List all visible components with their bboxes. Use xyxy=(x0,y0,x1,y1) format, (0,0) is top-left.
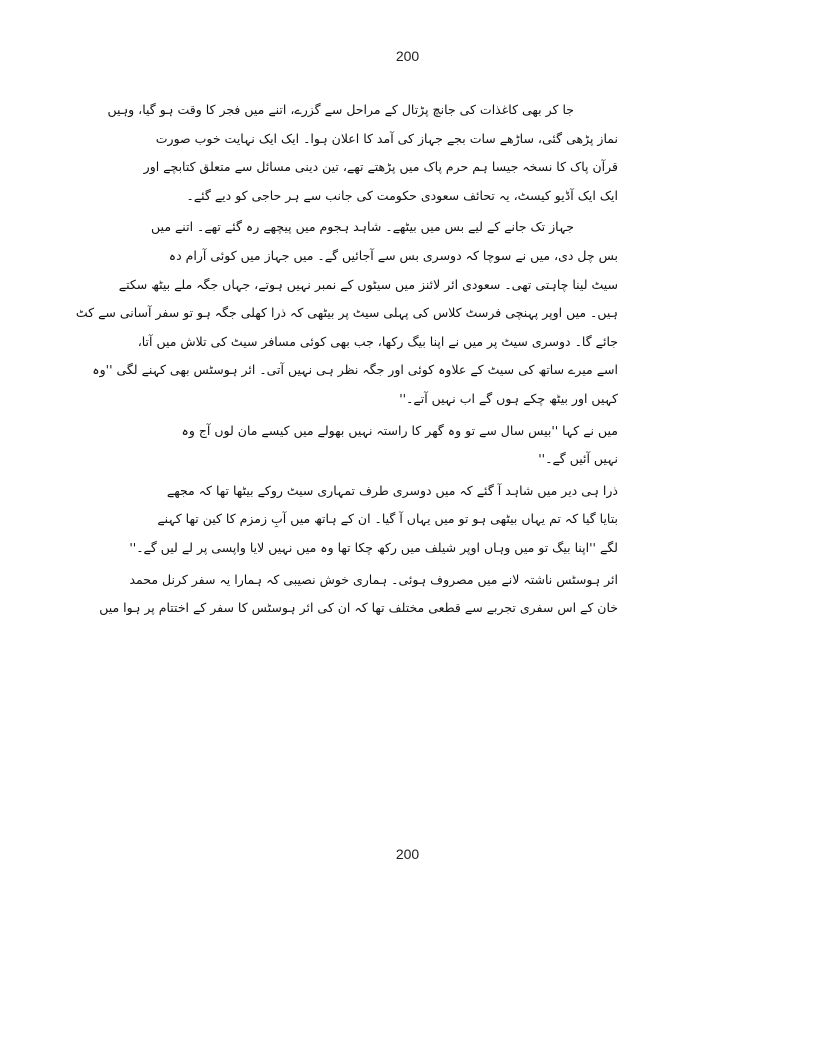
text-line: قرآن پاک کا نسخہ جیسا ہم حرم پاک میں پڑھتے تھے، تین دینی مسائل سے متعلق کتابچے اور xyxy=(143,159,618,175)
text-line: نماز پڑھی گئی، ساڑھے سات بجے جہاز کی آمد کا اعلان ہوا۔ ایک ایک نہایت خوب صورت xyxy=(155,130,618,146)
text-line: میں نے کہا ''بیس سال سے تو وہ گھر کا راستہ نہیں بھولے میں کیسے مان لوں آج وہ xyxy=(181,422,618,438)
paragraph-2 xyxy=(75,213,618,413)
text-line: ذرا ہی دیر میں شاہد آ گئے کہ میں دوسری طرف تمہاری سیٹ روکے بیٹھا تھا کہ مجھے xyxy=(166,482,618,498)
body-text xyxy=(75,96,618,626)
text-line: اسے میرے ساتھ کی سیٹ کے علاوہ کوئی اور جگہ نظر ہی نہیں آتی۔ ائر ہوسٹس بھی کہنے لگی ''وہ xyxy=(92,362,618,378)
text-line: خان کے اس سفری تجربے سے قطعی مختلف تھا کہ ان کی ائر ہوسٹس کا سفر کے اختتام پر ہوا میں xyxy=(99,600,618,616)
paragraph-1 xyxy=(107,96,618,210)
text-line: بس چل دی، میں نے سوچا کہ دوسری بس سے آجائیں گے۔ میں جہاز میں کوئی آرام دہ xyxy=(168,247,618,263)
page-number-bottom: 200 xyxy=(395,846,420,862)
paragraph-5 xyxy=(99,566,618,623)
text-line: نہیں آئیں گے۔'' xyxy=(538,451,618,467)
text-line: جائے گا۔ دوسری سیٹ پر میں نے اپنا بیگ رکھا، جب بھی کوئی مسافر سیٹ کی تلاش میں آتا، xyxy=(137,333,618,349)
paragraph-4 xyxy=(129,477,618,563)
text-line: ہیں۔ میں اوپر پہنچی فرسٹ کلاس کی پہلی سیٹ پر بیٹھی کہ ذرا کھلی جگہ ہو تو سفر آسانی سے کٹ xyxy=(75,305,618,321)
text-line: لگے ''اپنا بیگ تو میں وہاں اوپر شیلف میں رکھ چکا تھا وہ میں نہیں لایا واپسی پر لے لیں گے۔'' xyxy=(129,539,618,555)
text-line: کہیں اور بیٹھ چکے ہوں گے اب نہیں آتے۔'' xyxy=(399,390,618,406)
text-line: بتایا گیا کہ تم یہاں بیٹھی ہو تو میں یہاں آ گیا۔ ان کے ہاتھ میں آبِ زمزم کا کین تھا کہنے xyxy=(157,511,618,527)
page-number-top: 200 xyxy=(395,48,420,64)
text-line: جا کر بھی کاغذات کی جانچ پڑتال کے مراحل سے گزرے، اتنے میں فجر کا وقت ہو گیا، وہیں xyxy=(107,102,574,117)
paragraph-3 xyxy=(181,417,618,474)
text-line: ائر ہوسٹس ناشتہ لانے میں مصروف ہوئی۔ ہماری خوش نصیبی کہ ہمارا یہ سفر کرنل محمد xyxy=(129,571,618,587)
text-line: ایک ایک آڈیو کیسٹ، یہ تحائف سعودی حکومت کی جانب سے ہر حاجی کو دیے گئے۔ xyxy=(186,187,618,203)
text-line: جہاز تک جانے کے لیے بس میں بیٹھے۔ شاہد ہجوم میں پیچھے رہ گئے تھے۔ اتنے میں xyxy=(151,219,574,235)
text-line: سیٹ لینا چاہتی تھی۔ سعودی ائر لائنز میں سیٹوں کے نمبر نہیں ہوتے، جہاں جگہ ملے بیٹھ سکتے xyxy=(118,276,618,292)
